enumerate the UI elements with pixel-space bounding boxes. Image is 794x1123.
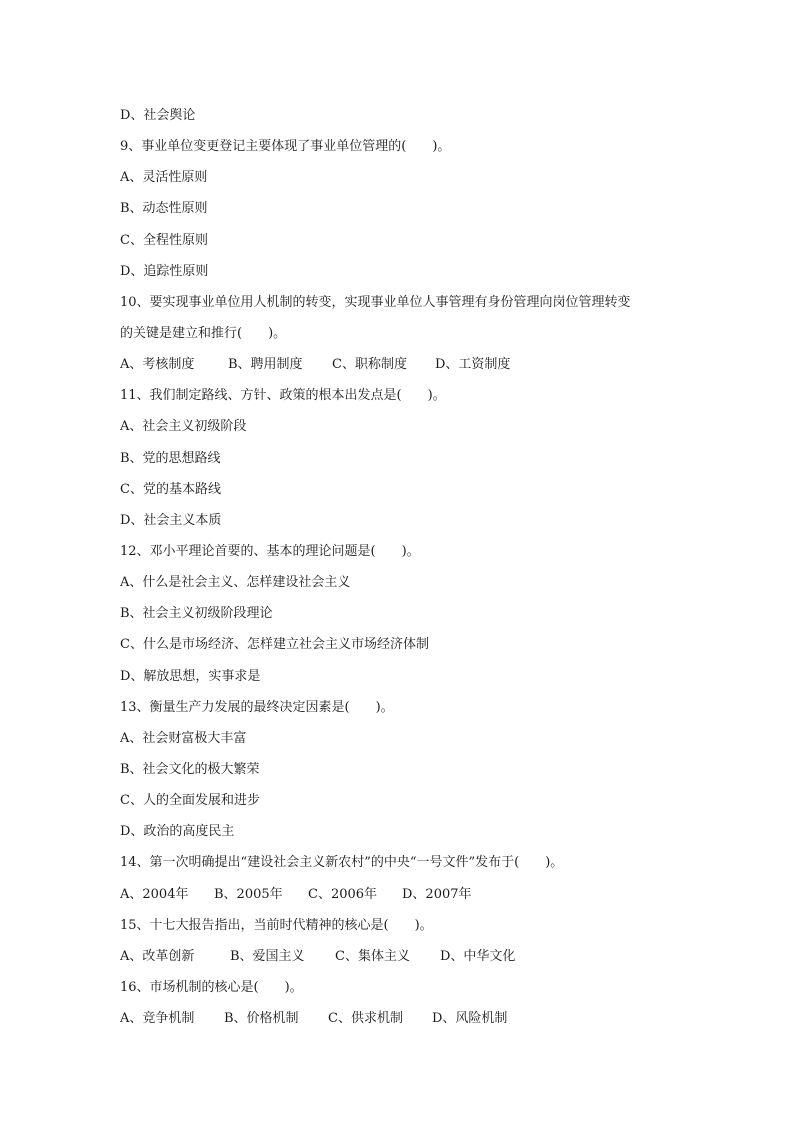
- option-line: D、社会主义本质: [120, 512, 222, 528]
- option-line: D、追踪性原则: [120, 263, 209, 279]
- question-11: 11、我们制定路线、方针、政策的根本出发点是( )。: [120, 388, 446, 404]
- question-13: 13、衡量生产力发展的最终决定因素是( )。: [120, 699, 394, 715]
- option-line: C、全程性原则: [120, 232, 208, 248]
- option-b: B、价格机制: [224, 1011, 299, 1027]
- option-c: C、供求机制: [328, 1011, 403, 1027]
- option-c: C、2006年: [308, 886, 378, 902]
- option-a: A、考核制度: [120, 357, 195, 373]
- question-10: 10、要实现事业单位用人机制的转变，实现事业单位人事管理有身份管理向岗位管理转变: [120, 294, 631, 310]
- option-line: C、什么是市场经济、怎样建立社会主义市场经济体制: [120, 637, 429, 653]
- option-line: B、社会主义初级阶段理论: [120, 606, 273, 622]
- option-a: A、2004年: [120, 886, 189, 902]
- question-list: [120, 100, 700, 1034]
- option-line: B、社会文化的极大繁荣: [120, 761, 260, 777]
- question-10-continued: 的关键是建立和推行( )。: [120, 325, 287, 341]
- option-row: [120, 349, 700, 380]
- option-line: D、政治的高度民主: [120, 824, 235, 840]
- option-a: A、改革创新: [120, 948, 195, 964]
- option-line: B、党的思想路线: [120, 450, 221, 466]
- option-line: D、社会舆论: [120, 108, 196, 123]
- option-row: [120, 1003, 700, 1034]
- option-line: C、党的基本路线: [120, 481, 221, 497]
- option-b: B、聘用制度: [228, 357, 303, 373]
- question-14: 14、第一次明确提出“建设社会主义新农村”的中央“一号文件”发布于( )。: [120, 855, 564, 871]
- question-16: 16、市场机制的核心是( )。: [120, 979, 303, 995]
- option-row: [120, 941, 700, 972]
- option-c: C、职称制度: [332, 357, 407, 373]
- option-line: A、社会主义初级阶段: [120, 419, 247, 435]
- question-12: 12、邓小平理论首要的、基本的理论问题是( )。: [120, 543, 420, 559]
- option-line: C、人的全面发展和进步: [120, 793, 260, 809]
- option-a: A、竞争机制: [120, 1011, 195, 1027]
- option-d: D、2007年: [402, 886, 472, 902]
- option-b: B、2005年: [214, 886, 283, 902]
- option-line: A、社会财富极大丰富: [120, 730, 247, 746]
- option-line: B、动态性原则: [120, 201, 208, 217]
- option-d: D、风险机制: [432, 1011, 508, 1027]
- option-line: A、灵活性原则: [120, 170, 208, 186]
- question-15: 15、十七大报告指出，当前时代精神的核心是( )。: [120, 917, 433, 933]
- option-b: B、爱国主义: [230, 948, 305, 964]
- option-line: D、解放思想，实事求是: [120, 668, 261, 684]
- option-row: [120, 879, 700, 910]
- option-line: A、什么是社会主义、怎样建设社会主义: [120, 575, 351, 591]
- option-c: C、集体主义: [335, 948, 410, 964]
- question-9: 9、事业单位变更登记主要体现了事业单位管理的( )。: [120, 139, 451, 155]
- option-d: D、工资制度: [435, 357, 511, 373]
- option-d: D、中华文化: [440, 948, 516, 964]
